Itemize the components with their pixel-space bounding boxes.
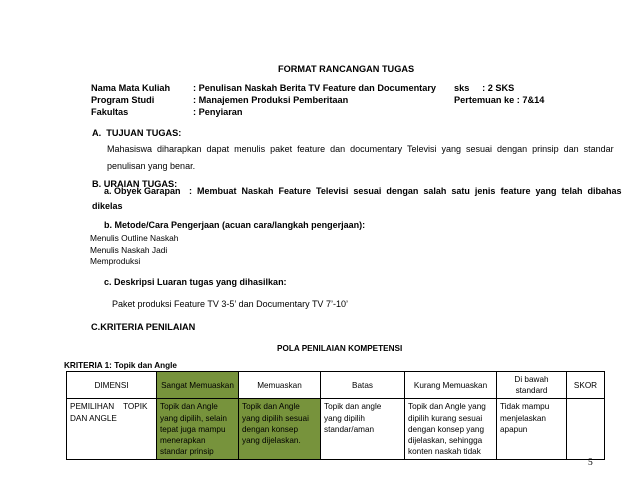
obyek-label-text: a. Obyek Garapan <box>104 186 181 196</box>
obyek-cont: dikelas <box>92 201 123 211</box>
sks-value: sks : 2 SKS <box>454 83 515 93</box>
header-dimensi: DIMENSI <box>67 372 157 399</box>
fakultas-label: Fakultas <box>91 107 129 117</box>
header-skor: SKOR <box>567 372 605 399</box>
section-c-heading: C.KRITERIA PENILAIAN <box>91 322 196 332</box>
fakultas-value: : Penyiaran <box>193 107 243 117</box>
cell-memuaskan: Topik dan Angle yang dipilih sesuai dengan konsep yang dijelaskan. <box>239 399 321 460</box>
header-kurang: Kurang Memuaskan <box>405 372 497 399</box>
kriteria-table <box>66 371 605 460</box>
kriteria-label: KRITERIA 1: Topik dan Angle <box>64 361 177 370</box>
metode-heading: b. Metode/Cara Pengerjaan (acuan cara/langkah pengerjaan): <box>104 220 366 230</box>
cell-sangat: Topik dan Angle yang dipilih, selain tepat juga mampu menerapkan standar prinsip <box>157 399 239 460</box>
metode-item: Menulis Naskah Jadi <box>90 244 168 255</box>
metode-list <box>90 233 178 268</box>
prodi-value: : Manajemen Produksi Pemberitaan <box>193 95 349 105</box>
metode-item: Memproduksi <box>90 256 141 267</box>
nama-label: Nama Mata Kuliah <box>91 83 171 93</box>
luaran-text: Paket produksi Feature TV 3-5’ dan Documentary TV 7’-10’ <box>112 299 348 309</box>
tujuan-line-1: Mahasiswa diharapkan dapat menulis paket feature dan documentary Televisi yang sesuai dengan prinsip dan standar <box>107 144 614 154</box>
prodi-label: Program Studi <box>91 95 155 105</box>
header-memuaskan: Memuaskan <box>239 372 321 399</box>
cell-skor <box>567 399 605 460</box>
page-number: 5 <box>588 458 593 468</box>
nama-value: : Penulisan Naskah Berita TV Feature dan Documentary <box>193 83 437 93</box>
header-dibawah: Di bawah standard <box>497 372 567 399</box>
header-batas: Batas <box>321 372 405 399</box>
pola-heading: POLA PENILAIAN KOMPETENSI <box>277 344 403 353</box>
page-title: FORMAT RANCANGAN TUGAS <box>278 64 415 74</box>
table-header-row <box>67 372 605 399</box>
cell-kurang: Topik dan Angle yang dipilih kurang sesuai dengan konsep yang dijelaskan, sehingga konten naskah tidak <box>405 399 497 460</box>
section-b-heading: B. URAIAN TUGAS: <box>92 179 178 189</box>
section-a-heading: A. TUJUAN TUGAS: <box>92 128 182 138</box>
obyek-value: : Membuat Naskah Feature Televisi sesuai dengan salah satu jenis feature yang telah dibahas <box>189 186 622 196</box>
pertemuan-value: Pertemuan ke : 7&14 <box>454 95 545 105</box>
metode-item: Menulis Outline Naskah <box>90 233 179 243</box>
header-sangat: Sangat Memuaskan <box>157 372 239 399</box>
cell-dimensi: PEMILIHAN TOPIK DAN ANGLE <box>67 399 157 460</box>
table-row <box>67 399 605 460</box>
luaran-heading: c. Deskripsi Luaran tugas yang dihasilkan: <box>104 277 287 287</box>
cell-dibawah: Tidak mampu menjelaskan apapun <box>497 399 567 460</box>
cell-batas: Topik dan angle yang dipilih standar/aman <box>321 399 405 460</box>
tujuan-line-2: penulisan yang benar. <box>107 161 196 171</box>
